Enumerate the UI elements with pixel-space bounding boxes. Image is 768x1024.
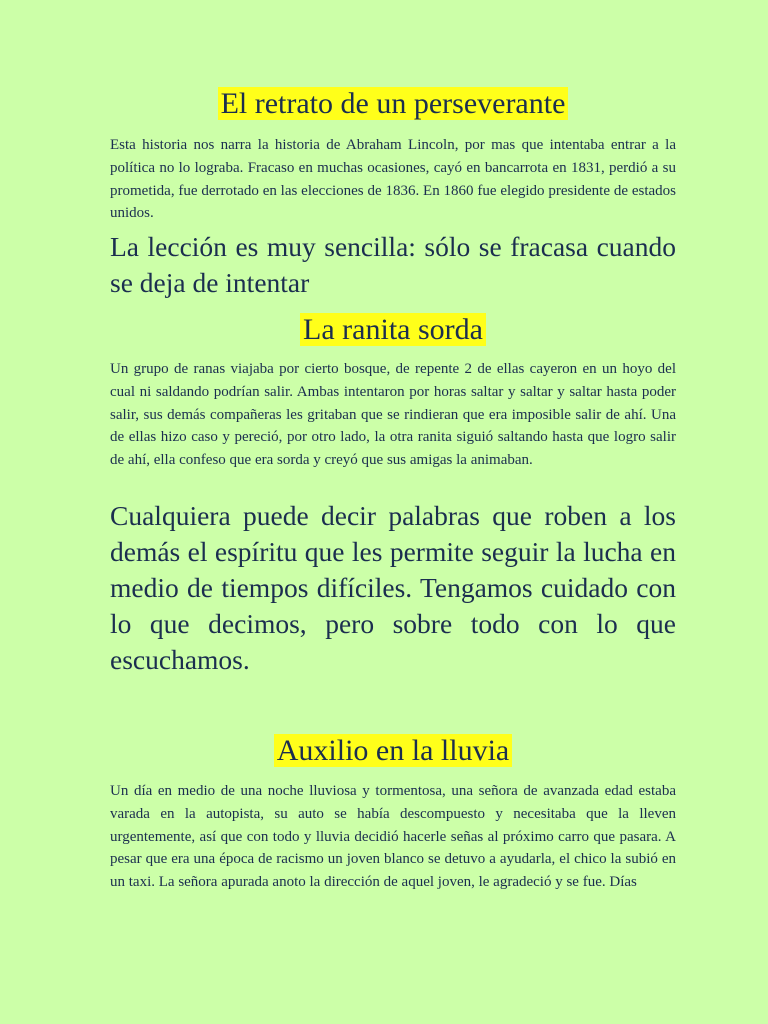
section-lesson-ranita: Cualquiera puede decir palabras que roben a los demás el espíritu que les permite seguir la lucha en medio de tiempos difíciles. Tengamos cuidado con lo que decimos, pero sobre todo con lo que escuchamos. (110, 500, 676, 675)
section-body-auxilio: Un día en medio de una noche lluviosa y tormentosa, una señora de avanzada edad estaba varada en la autopista, su auto se había descompuesto y necesitaba que la lleven urgentemente, así que con todo y lluvia decidió hacerle señas al próximo carro que pasara. A pesar que era una época de racismo un joven blanco se detuvo a ayudarla, el chico la subió en un taxi. La señora apurada anoto la dirección de aquel joven, le agradeció y se fue. Días (110, 783, 676, 891)
section-title-auxilio: Auxilio en la lluvia (110, 733, 676, 769)
section-title-ranita: La ranita sorda (110, 312, 676, 348)
section-lesson-retrato: La lección es muy sencilla: sólo se fracasa cuando se deja de intentar (110, 231, 676, 298)
section-body-ranita: Un grupo de ranas viajaba por cierto bosque, de repente 2 de ellas cayeron en un hoyo del cual ni saldando podrían salir. Ambas intentaron por horas saltar y saltar y saltar hasta poder salir, sus demás compañeras les gritaban que se rindieran que era imposible salir de ahí. Una de ellas hizo caso y pereció, por otro lado, la otra ranita siguió saltando hasta que logro salir de ahí, ella confeso que era sorda y creyó que sus amigas la animaban. (110, 361, 676, 469)
section-title-retrato: El retrato de un perseverante (110, 86, 676, 122)
section-body-retrato: Esta historia nos narra la historia de Abraham Lincoln, por mas que intentaba entrar a la política no lo lograba. Fracaso en muchas ocasiones, cayó en bancarrota en 1831, perdió a su prometida, fue derrotado en las elecciones de 1836. En 1860 fue elegido presidente de estados unidos. (110, 137, 676, 222)
